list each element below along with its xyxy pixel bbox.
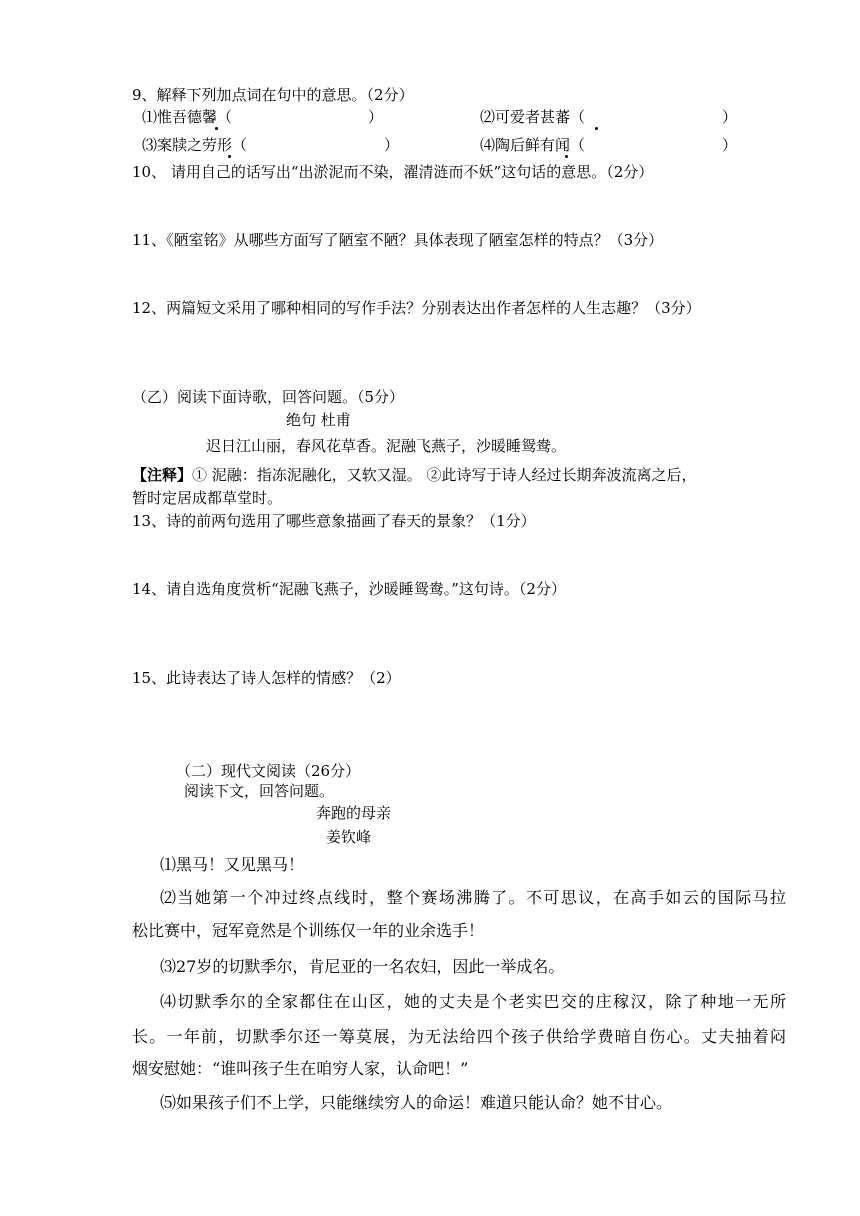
q9-title: 9、解释下列加点词在句中的意思。（2分） [132,86,414,104]
emphasis-dot [565,155,568,158]
paragraph-4-line-3: 烟安慰她：“谁叫孩子生在咱穷人家，认命吧！” [132,1059,469,1078]
paragraph-2-line-1: ⑵当她第一个冲过终点线时，整个赛场沸腾了。不可思议，在高手如云的国际马拉 [160,888,786,907]
article-title: 奔跑的母亲 [316,804,392,822]
q13: 13、诗的前两句选用了哪些意象描画了春天的景象？（1分） [132,512,536,530]
q9-item-2 [480,108,585,126]
paragraph-2-line-2: 松比赛中，冠军竟然是个训练仅一年的业余选手！ [132,921,485,940]
q9-item-4-text: ⑷陶后鲜有闻（ [480,136,586,154]
emphasis-dot [215,127,218,130]
q14: 14、请自选角度赏析“泥融飞燕子，沙暖睡鸳鸯。”这句诗。（2分） [132,580,566,598]
article-author: 姜钦峰 [326,828,372,846]
q9-item-1 [142,108,232,126]
modern-heading: （二）现代文阅读（26分） [176,762,361,780]
note-label: 【注释】 [132,466,193,484]
note-text-1: ① 泥融：指冻泥融化，又软又湿。 ②此诗写于诗人经过长期奔波流离之后， [192,466,697,484]
emphasis-dot [228,155,231,158]
poem-title: 绝句 杜甫 [286,411,351,429]
q12: 12、两篇短文采用了哪种相同的写作手法？分别表达出作者怎样的人生志趣？（3分） [132,299,701,317]
q11: 11、《陋室铭》从哪些方面写了陋室不陋？具体表现了陋室怎样的特点？（3分） [132,231,664,249]
q9-item-4-close: ） [722,136,738,154]
paragraph-1: ⑴黑马！又见黑马！ [160,855,305,874]
q9-item-1-text: ⑴惟吾德馨（ [142,108,233,126]
q9-item-3-close: ） [384,136,400,154]
q9-item-2-close: ） [722,108,738,126]
poem-note-line-1 [132,466,697,484]
section-b-heading: （乙）阅读下面诗歌，回答问题。（5分） [132,388,405,406]
q9-item-1-close: ） [368,108,384,126]
poem-body: 迟日江山丽，春风花草香。泥融飞燕子，沙暖睡鸳鸯。 [206,437,567,455]
q9-item-2-text: ⑵可爱者甚蕃（ [480,108,586,126]
emphasis-dot [595,127,598,130]
paragraph-5: ⑸如果孩子们不上学，只能继续穷人的命运！难道只能认命？她不甘心。 [160,1093,673,1112]
paragraph-3: ⑶27岁的切默季尔，肯尼亚的一名农妇，因此一举成名。 [160,957,565,976]
q10: 10、 请用自己的话写出“出淤泥而不染，濯清涟而不妖”这句话的意思。（2分） [132,163,654,181]
paragraph-4-line-1: ⑷切默季尔的全家都住在山区，她的丈夫是个老实巴交的庄稼汉，除了种地一无所 [160,992,786,1011]
q9-item-3-text: ⑶案牍之劳形（ [142,136,248,154]
modern-instruction: 阅读下文，回答问题。 [184,782,335,800]
paragraph-4-line-2: 长。一年前，切默季尔还一筹莫展，为无法给四个孩子供给学费暗自伤心。丈夫抽着闷 [132,1027,786,1046]
q9-item-4 [480,136,585,154]
q9-item-3 [142,136,247,154]
poem-note-line-2: 暂时定居成都草堂时。 [132,489,283,507]
q15: 15、此诗表达了诗人怎样的情感？（2） [132,669,401,687]
